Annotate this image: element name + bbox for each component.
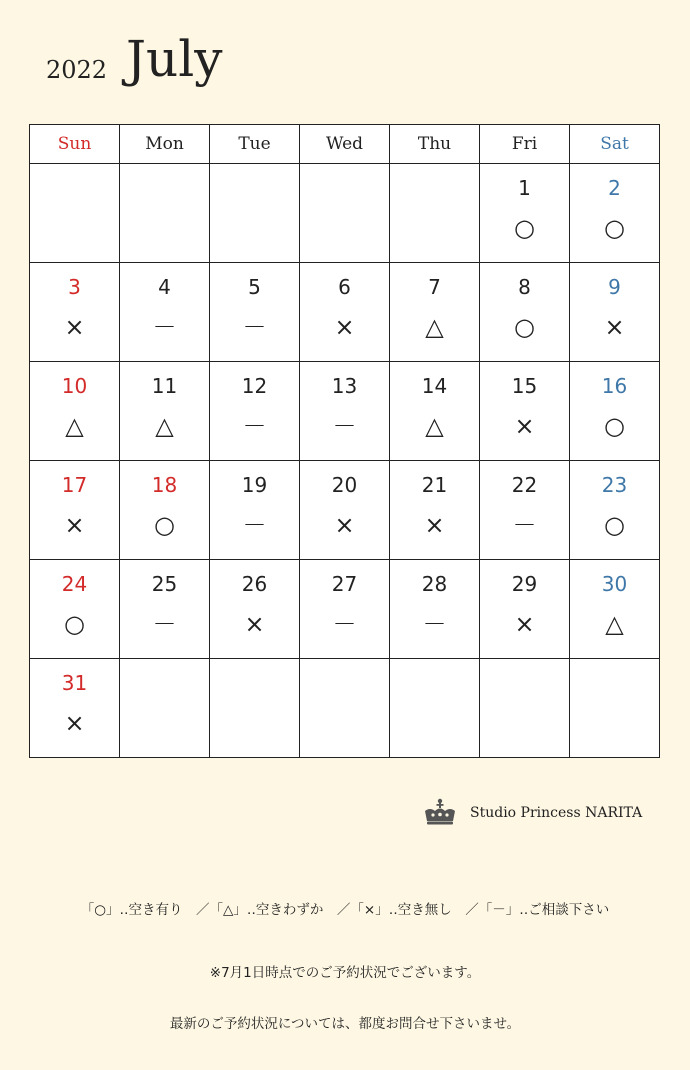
availability-mark: ×	[64, 709, 85, 737]
empty-cell	[570, 659, 660, 758]
empty-cell	[210, 164, 300, 263]
weekday-sun: Sun	[30, 125, 120, 164]
day-cell	[300, 461, 390, 560]
day-cell	[390, 461, 480, 560]
availability-mark: △	[155, 412, 174, 440]
availability-mark: －	[332, 610, 357, 638]
day-number: 15	[511, 374, 538, 398]
day-number: 30	[601, 572, 628, 596]
weekday-mon: Mon	[120, 125, 210, 164]
availability-mark: －	[512, 511, 537, 539]
day-cell	[570, 164, 660, 263]
day-number: 19	[241, 473, 268, 497]
day-cell	[570, 263, 660, 362]
day-number: 6	[338, 275, 351, 299]
day-cell	[480, 560, 570, 659]
calendar-grid	[29, 124, 660, 758]
day-number: 13	[331, 374, 358, 398]
week-row	[30, 461, 660, 560]
day-number: 27	[331, 572, 358, 596]
availability-legend: 「○」‥空き有り ／「△」‥空きわずか ／「×」‥空き無し ／「－」‥ご相談下さい	[80, 902, 610, 918]
availability-mark: ×	[514, 610, 535, 638]
day-cell	[570, 560, 660, 659]
day-cell	[480, 164, 570, 263]
day-cell	[480, 461, 570, 560]
studio-name: Studio Princess NARITA	[470, 805, 643, 821]
availability-mark: ○	[64, 610, 85, 638]
day-number: 5	[248, 275, 261, 299]
availability-mark: ×	[334, 313, 355, 341]
availability-mark: －	[152, 313, 177, 341]
day-number: 18	[151, 473, 178, 497]
day-number: 26	[241, 572, 268, 596]
availability-mark: ×	[64, 511, 85, 539]
day-number: 14	[421, 374, 448, 398]
day-cell	[30, 659, 120, 758]
availability-mark: －	[332, 412, 357, 440]
day-cell	[120, 362, 210, 461]
week-row	[30, 263, 660, 362]
day-cell	[570, 461, 660, 560]
studio-brand	[422, 796, 642, 830]
day-cell	[30, 461, 120, 560]
day-cell	[300, 560, 390, 659]
availability-mark: ○	[154, 511, 175, 539]
weekday-wed: Wed	[300, 125, 390, 164]
availability-mark: △	[425, 412, 444, 440]
availability-mark: －	[152, 610, 177, 638]
empty-cell	[390, 164, 480, 263]
availability-mark: ○	[604, 511, 625, 539]
day-cell	[300, 362, 390, 461]
empty-cell	[120, 659, 210, 758]
day-number: 1	[518, 176, 531, 200]
day-number: 22	[511, 473, 538, 497]
day-number: 3	[68, 275, 81, 299]
day-number: 2	[608, 176, 621, 200]
day-number: 8	[518, 275, 531, 299]
year-label: 2022	[46, 56, 108, 84]
availability-mark: －	[242, 511, 267, 539]
day-number: 16	[601, 374, 628, 398]
empty-cell	[300, 164, 390, 263]
day-number: 11	[151, 374, 178, 398]
day-number: 4	[158, 275, 171, 299]
day-number: 23	[601, 473, 628, 497]
week-row	[30, 164, 660, 263]
availability-mark: ×	[424, 511, 445, 539]
weekday-thu: Thu	[390, 125, 480, 164]
crown-icon	[422, 798, 458, 828]
weekday-header-row	[30, 125, 660, 164]
day-cell	[300, 263, 390, 362]
week-row	[30, 659, 660, 758]
empty-cell	[300, 659, 390, 758]
contact-note: 最新のご予約状況については、都度お問合せ下さいませ。	[169, 1016, 521, 1032]
day-number: 17	[61, 473, 88, 497]
day-cell	[480, 362, 570, 461]
day-cell	[390, 560, 480, 659]
day-cell	[390, 362, 480, 461]
empty-cell	[120, 164, 210, 263]
day-cell	[30, 263, 120, 362]
availability-mark: －	[242, 412, 267, 440]
day-number: 21	[421, 473, 448, 497]
day-cell	[210, 560, 300, 659]
week-row	[30, 362, 660, 461]
week-row	[30, 560, 660, 659]
weekday-tue: Tue	[210, 125, 300, 164]
availability-mark: ×	[514, 412, 535, 440]
day-cell	[210, 263, 300, 362]
availability-mark: △	[65, 412, 84, 440]
availability-mark: ×	[64, 313, 85, 341]
day-number: 9	[608, 275, 621, 299]
day-number: 7	[428, 275, 441, 299]
availability-mark: ×	[604, 313, 625, 341]
day-cell	[570, 362, 660, 461]
status-date-note: ※7月1日時点でのご予約状況でございます。	[209, 965, 481, 981]
availability-mark: △	[605, 610, 624, 638]
month-title: July	[126, 30, 223, 88]
day-number: 31	[61, 671, 88, 695]
day-number: 24	[61, 572, 88, 596]
empty-cell	[210, 659, 300, 758]
day-number: 29	[511, 572, 538, 596]
day-cell	[120, 560, 210, 659]
empty-cell	[30, 164, 120, 263]
day-number: 10	[61, 374, 88, 398]
availability-mark: △	[425, 313, 444, 341]
availability-mark: ○	[514, 214, 535, 242]
day-number: 12	[241, 374, 268, 398]
day-cell	[210, 461, 300, 560]
availability-mark: ○	[514, 313, 535, 341]
availability-mark: －	[422, 610, 447, 638]
availability-mark: ○	[604, 214, 625, 242]
day-number: 28	[421, 572, 448, 596]
day-number: 20	[331, 473, 358, 497]
availability-mark: ×	[244, 610, 265, 638]
weekday-fri: Fri	[480, 125, 570, 164]
day-cell	[120, 461, 210, 560]
weekday-sat: Sat	[570, 125, 660, 164]
calendar-body	[30, 164, 660, 758]
day-number: 25	[151, 572, 178, 596]
day-cell	[390, 263, 480, 362]
day-cell	[480, 263, 570, 362]
empty-cell	[390, 659, 480, 758]
availability-mark: ×	[334, 511, 355, 539]
day-cell	[120, 263, 210, 362]
availability-mark: ○	[604, 412, 625, 440]
day-cell	[30, 362, 120, 461]
availability-mark: －	[242, 313, 267, 341]
day-cell	[30, 560, 120, 659]
day-cell	[210, 362, 300, 461]
empty-cell	[480, 659, 570, 758]
